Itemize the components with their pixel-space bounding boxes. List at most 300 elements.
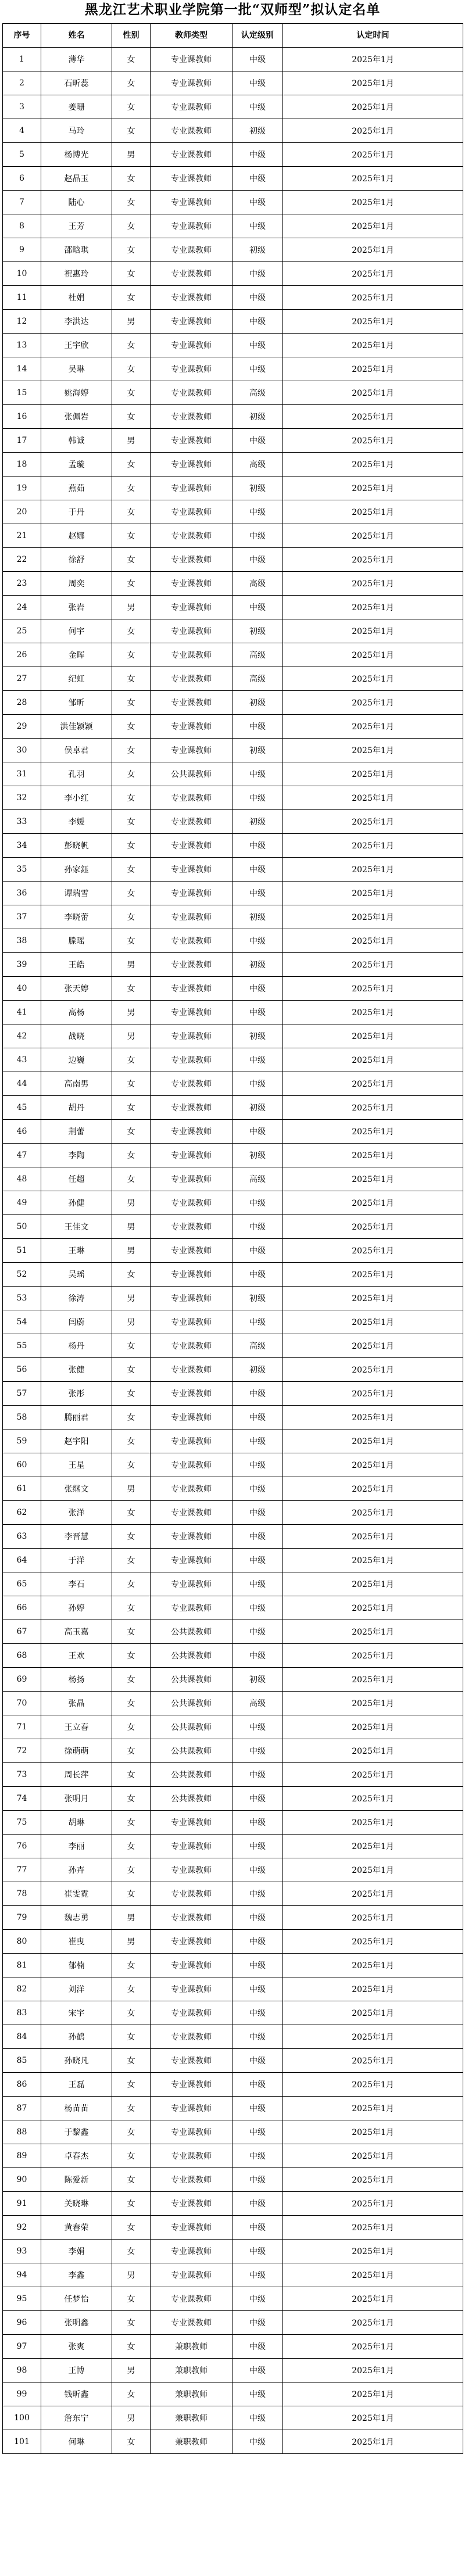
- cell-index: 79: [3, 1906, 41, 1930]
- cell-date: 2025年1月: [283, 2359, 463, 2382]
- cell-teacher-type: 专业课教师: [151, 1525, 233, 1549]
- table-row: [3, 524, 463, 548]
- cell-date: 2025年1月: [283, 596, 463, 619]
- cell-date: 2025年1月: [283, 929, 463, 953]
- cell-gender: 女: [112, 405, 151, 429]
- cell-name: 王博: [41, 2359, 112, 2382]
- table-row: [3, 286, 463, 310]
- table-row: [3, 191, 463, 214]
- cell-gender: 女: [112, 715, 151, 739]
- table-row: [3, 2192, 463, 2216]
- cell-level: 初级: [233, 1096, 283, 1120]
- cell-level: 初级: [233, 405, 283, 429]
- cell-teacher-type: 专业课教师: [151, 1358, 233, 1382]
- cell-index: 5: [3, 143, 41, 167]
- cell-index: 82: [3, 1977, 41, 2001]
- cell-name: 马玲: [41, 119, 112, 143]
- cell-gender: 女: [112, 691, 151, 715]
- cell-index: 11: [3, 286, 41, 310]
- cell-gender: 女: [112, 1596, 151, 1620]
- cell-teacher-type: 专业课教师: [151, 143, 233, 167]
- cell-level: 中级: [233, 357, 283, 381]
- cell-teacher-type: 专业课教师: [151, 1954, 233, 1977]
- cell-teacher-type: 专业课教师: [151, 1191, 233, 1215]
- cell-date: 2025年1月: [283, 1596, 463, 1620]
- cell-date: 2025年1月: [283, 2025, 463, 2049]
- cell-index: 86: [3, 2073, 41, 2097]
- cell-level: 中级: [233, 286, 283, 310]
- cell-gender: 女: [112, 2240, 151, 2263]
- cell-name: 王佳文: [41, 1215, 112, 1239]
- cell-date: 2025年1月: [283, 977, 463, 1001]
- cell-teacher-type: 专业课教师: [151, 1596, 233, 1620]
- cell-index: 61: [3, 1477, 41, 1501]
- cell-level: 中级: [233, 1263, 283, 1287]
- table-row: [3, 1977, 463, 2001]
- table-row: [3, 2049, 463, 2073]
- cell-date: 2025年1月: [283, 1024, 463, 1048]
- cell-name: 关晓琳: [41, 2192, 112, 2216]
- cell-index: 100: [3, 2406, 41, 2430]
- cell-index: 27: [3, 667, 41, 691]
- cell-level: 中级: [233, 2192, 283, 2216]
- cell-teacher-type: 专业课教师: [151, 95, 233, 119]
- cell-name: 吴瑶: [41, 1263, 112, 1287]
- cell-gender: 女: [112, 381, 151, 405]
- cell-level: 初级: [233, 619, 283, 643]
- cell-date: 2025年1月: [283, 71, 463, 95]
- cell-index: 7: [3, 191, 41, 214]
- cell-gender: 女: [112, 2097, 151, 2120]
- cell-date: 2025年1月: [283, 715, 463, 739]
- cell-teacher-type: 专业课教师: [151, 48, 233, 71]
- cell-date: 2025年1月: [283, 1215, 463, 1239]
- table-row: [3, 1167, 463, 1191]
- table-row: [3, 1501, 463, 1525]
- table-row: [3, 1382, 463, 1406]
- cell-teacher-type: 专业课教师: [151, 1453, 233, 1477]
- table-row: [3, 715, 463, 739]
- cell-index: 37: [3, 905, 41, 929]
- cell-date: 2025年1月: [283, 762, 463, 786]
- table-row: [3, 1620, 463, 1644]
- cell-name: 李洪达: [41, 310, 112, 334]
- cell-level: 高级: [233, 1692, 283, 1715]
- cell-gender: 男: [112, 1906, 151, 1930]
- cell-gender: 女: [112, 834, 151, 858]
- cell-index: 33: [3, 810, 41, 834]
- cell-date: 2025年1月: [283, 2073, 463, 2097]
- cell-level: 中级: [233, 95, 283, 119]
- cell-gender: 女: [112, 262, 151, 286]
- cell-level: 初级: [233, 476, 283, 500]
- cell-index: 17: [3, 429, 41, 453]
- cell-name: 于洋: [41, 1549, 112, 1572]
- cell-name: 金晖: [41, 643, 112, 667]
- cell-index: 51: [3, 1239, 41, 1263]
- cell-date: 2025年1月: [283, 2120, 463, 2144]
- cell-date: 2025年1月: [283, 572, 463, 596]
- cell-teacher-type: 专业课教师: [151, 2287, 233, 2311]
- cell-name: 胡丹: [41, 1096, 112, 1120]
- cell-date: 2025年1月: [283, 2240, 463, 2263]
- cell-index: 76: [3, 1835, 41, 1858]
- cell-index: 55: [3, 1334, 41, 1358]
- cell-date: 2025年1月: [283, 2216, 463, 2240]
- cell-teacher-type: 专业课教师: [151, 310, 233, 334]
- cell-name: 洪佳颖颖: [41, 715, 112, 739]
- table-row: [3, 739, 463, 762]
- cell-level: 中级: [233, 1191, 283, 1215]
- cell-date: 2025年1月: [283, 1835, 463, 1858]
- cell-date: 2025年1月: [283, 214, 463, 238]
- cell-level: 中级: [233, 429, 283, 453]
- cell-name: 邹昕: [41, 691, 112, 715]
- cell-teacher-type: 专业课教师: [151, 2263, 233, 2287]
- table-row: [3, 143, 463, 167]
- cell-index: 44: [3, 1072, 41, 1096]
- cell-name: 张天婷: [41, 977, 112, 1001]
- cell-teacher-type: 专业课教师: [151, 1930, 233, 1954]
- cell-gender: 女: [112, 1644, 151, 1668]
- cell-gender: 女: [112, 1144, 151, 1167]
- cell-teacher-type: 专业课教师: [151, 810, 233, 834]
- cell-gender: 女: [112, 1429, 151, 1453]
- cell-level: 中级: [233, 1120, 283, 1144]
- cell-level: 中级: [233, 191, 283, 214]
- cell-gender: 女: [112, 1382, 151, 1406]
- table-row: [3, 453, 463, 476]
- table-row: [3, 2311, 463, 2335]
- cell-teacher-type: 公共课教师: [151, 1644, 233, 1668]
- cell-gender: 女: [112, 95, 151, 119]
- cell-level: 中级: [233, 2025, 283, 2049]
- cell-name: 石昕蕊: [41, 71, 112, 95]
- cell-gender: 男: [112, 1287, 151, 1310]
- cell-name: 孙婷: [41, 1596, 112, 1620]
- cell-date: 2025年1月: [283, 1382, 463, 1406]
- table-row: [3, 1692, 463, 1715]
- cell-level: 中级: [233, 1739, 283, 1763]
- cell-gender: 女: [112, 2144, 151, 2168]
- cell-teacher-type: 专业课教师: [151, 619, 233, 643]
- table-row: [3, 381, 463, 405]
- cell-gender: 女: [112, 810, 151, 834]
- cell-date: 2025年1月: [283, 1287, 463, 1310]
- cell-index: 4: [3, 119, 41, 143]
- cell-name: 崔曳: [41, 1930, 112, 1954]
- table-row: [3, 48, 463, 71]
- cell-name: 李晋慧: [41, 1525, 112, 1549]
- cell-gender: 女: [112, 2025, 151, 2049]
- cell-index: 42: [3, 1024, 41, 1048]
- cell-date: 2025年1月: [283, 1882, 463, 1906]
- cell-name: 王琳: [41, 1239, 112, 1263]
- cell-teacher-type: 专业课教师: [151, 381, 233, 405]
- cell-level: 初级: [233, 1287, 283, 1310]
- cell-level: 中级: [233, 786, 283, 810]
- cell-date: 2025年1月: [283, 1549, 463, 1572]
- cell-level: 中级: [233, 310, 283, 334]
- cell-date: 2025年1月: [283, 1930, 463, 1954]
- cell-name: 张明鑫: [41, 2311, 112, 2335]
- cell-teacher-type: 专业课教师: [151, 2311, 233, 2335]
- cell-gender: 女: [112, 191, 151, 214]
- cell-teacher-type: 专业课教师: [151, 238, 233, 262]
- cell-date: 2025年1月: [283, 1072, 463, 1096]
- cell-name: 李晓蕾: [41, 905, 112, 929]
- cell-gender: 男: [112, 1024, 151, 1048]
- cell-index: 49: [3, 1191, 41, 1215]
- table-row: [3, 1453, 463, 1477]
- cell-gender: 女: [112, 2216, 151, 2240]
- cell-gender: 女: [112, 572, 151, 596]
- cell-date: 2025年1月: [283, 1167, 463, 1191]
- cell-teacher-type: 专业课教师: [151, 572, 233, 596]
- cell-index: 1: [3, 48, 41, 71]
- table-row: [3, 1072, 463, 1096]
- cell-name: 李陶: [41, 1144, 112, 1167]
- cell-gender: 女: [112, 1572, 151, 1596]
- cell-level: 初级: [233, 1144, 283, 1167]
- cell-gender: 男: [112, 2263, 151, 2287]
- cell-level: 中级: [233, 1549, 283, 1572]
- cell-date: 2025年1月: [283, 548, 463, 572]
- column-header-gender: 性别: [112, 24, 151, 48]
- cell-index: 21: [3, 524, 41, 548]
- cell-gender: 女: [112, 214, 151, 238]
- cell-level: 中级: [233, 2359, 283, 2382]
- cell-level: 初级: [233, 810, 283, 834]
- cell-level: 中级: [233, 2120, 283, 2144]
- cell-date: 2025年1月: [283, 1263, 463, 1287]
- cell-name: 高玉嘉: [41, 1620, 112, 1644]
- cell-gender: 女: [112, 882, 151, 905]
- cell-gender: 女: [112, 2001, 151, 2025]
- cell-level: 初级: [233, 238, 283, 262]
- table-row: [3, 1048, 463, 1072]
- cell-date: 2025年1月: [283, 310, 463, 334]
- table-row: [3, 1001, 463, 1024]
- cell-index: 13: [3, 334, 41, 357]
- table-row: [3, 214, 463, 238]
- table-row: [3, 429, 463, 453]
- cell-date: 2025年1月: [283, 1644, 463, 1668]
- cell-gender: 女: [112, 619, 151, 643]
- cell-teacher-type: 兼职教师: [151, 2430, 233, 2454]
- table-row: [3, 262, 463, 286]
- cell-date: 2025年1月: [283, 1739, 463, 1763]
- cell-teacher-type: 专业课教师: [151, 1001, 233, 1024]
- table-row: [3, 1930, 463, 1954]
- cell-level: 中级: [233, 143, 283, 167]
- cell-date: 2025年1月: [283, 1429, 463, 1453]
- cell-name: 杨扬: [41, 1668, 112, 1692]
- cell-level: 中级: [233, 71, 283, 95]
- cell-index: 91: [3, 2192, 41, 2216]
- table-header-row: [3, 24, 463, 48]
- cell-date: 2025年1月: [283, 405, 463, 429]
- table-row: [3, 2001, 463, 2025]
- cell-level: 中级: [233, 1882, 283, 1906]
- cell-teacher-type: 专业课教师: [151, 643, 233, 667]
- cell-index: 24: [3, 596, 41, 619]
- cell-index: 53: [3, 1287, 41, 1310]
- table-row: [3, 167, 463, 191]
- cell-name: 纪虹: [41, 667, 112, 691]
- table-row: [3, 310, 463, 334]
- table-row: [3, 1525, 463, 1549]
- cell-name: 战晓: [41, 1024, 112, 1048]
- cell-name: 孙健: [41, 1191, 112, 1215]
- cell-name: 何琳: [41, 2430, 112, 2454]
- cell-name: 杜娟: [41, 286, 112, 310]
- cell-index: 89: [3, 2144, 41, 2168]
- cell-date: 2025年1月: [283, 1620, 463, 1644]
- cell-name: 张岩: [41, 596, 112, 619]
- cell-index: 77: [3, 1858, 41, 1882]
- cell-date: 2025年1月: [283, 119, 463, 143]
- cell-level: 中级: [233, 524, 283, 548]
- cell-date: 2025年1月: [283, 882, 463, 905]
- cell-name: 任超: [41, 1167, 112, 1191]
- cell-name: 赵娜: [41, 524, 112, 548]
- cell-teacher-type: 专业课教师: [151, 2001, 233, 2025]
- table-row: [3, 1882, 463, 1906]
- table-row: [3, 2240, 463, 2263]
- table-row: [3, 1406, 463, 1429]
- cell-index: 20: [3, 500, 41, 524]
- cell-name: 杨苗苗: [41, 2097, 112, 2120]
- cell-gender: 女: [112, 1977, 151, 2001]
- cell-teacher-type: 专业课教师: [151, 119, 233, 143]
- cell-gender: 女: [112, 1882, 151, 1906]
- cell-teacher-type: 专业课教师: [151, 739, 233, 762]
- table-row: [3, 1763, 463, 1787]
- cell-index: 72: [3, 1739, 41, 1763]
- table-row: [3, 2168, 463, 2192]
- cell-level: 中级: [233, 1215, 283, 1239]
- cell-gender: 女: [112, 786, 151, 810]
- cell-gender: 女: [112, 667, 151, 691]
- table-row: [3, 1787, 463, 1811]
- cell-name: 何宇: [41, 619, 112, 643]
- cell-gender: 男: [112, 596, 151, 619]
- cell-date: 2025年1月: [283, 2406, 463, 2430]
- cell-level: 中级: [233, 548, 283, 572]
- cell-date: 2025年1月: [283, 476, 463, 500]
- cell-level: 初级: [233, 1668, 283, 1692]
- cell-teacher-type: 专业课教师: [151, 2049, 233, 2073]
- cell-gender: 女: [112, 1525, 151, 1549]
- cell-level: 中级: [233, 977, 283, 1001]
- cell-index: 88: [3, 2120, 41, 2144]
- cell-gender: 女: [112, 500, 151, 524]
- cell-teacher-type: 兼职教师: [151, 2359, 233, 2382]
- cell-teacher-type: 专业课教师: [151, 1501, 233, 1525]
- cell-index: 58: [3, 1406, 41, 1429]
- cell-index: 98: [3, 2359, 41, 2382]
- cell-teacher-type: 专业课教师: [151, 1024, 233, 1048]
- cell-date: 2025年1月: [283, 1763, 463, 1787]
- cell-date: 2025年1月: [283, 2287, 463, 2311]
- cell-name: 闫蔚: [41, 1310, 112, 1334]
- cell-level: 高级: [233, 643, 283, 667]
- cell-date: 2025年1月: [283, 2168, 463, 2192]
- cell-index: 60: [3, 1453, 41, 1477]
- cell-level: 初级: [233, 905, 283, 929]
- table-row: [3, 357, 463, 381]
- table-row: [3, 1024, 463, 1048]
- cell-date: 2025年1月: [283, 1501, 463, 1525]
- cell-index: 23: [3, 572, 41, 596]
- cell-name: 王皓: [41, 953, 112, 977]
- cell-date: 2025年1月: [283, 1453, 463, 1477]
- cell-index: 84: [3, 2025, 41, 2049]
- page-title: 黑龙江艺术职业学院第一批“双师型”拟认定名单: [84, 2, 381, 17]
- cell-index: 85: [3, 2049, 41, 2073]
- cell-teacher-type: 专业课教师: [151, 1120, 233, 1144]
- cell-index: 99: [3, 2382, 41, 2406]
- cell-name: 荆蕾: [41, 1120, 112, 1144]
- cell-level: 中级: [233, 596, 283, 619]
- cell-date: 2025年1月: [283, 1239, 463, 1263]
- cell-gender: 男: [112, 1310, 151, 1334]
- cell-gender: 女: [112, 1787, 151, 1811]
- table-row: [3, 1549, 463, 1572]
- cell-level: 中级: [233, 2311, 283, 2335]
- cell-level: 中级: [233, 858, 283, 882]
- table-row: [3, 1739, 463, 1763]
- cell-level: 中级: [233, 1406, 283, 1429]
- cell-level: 初级: [233, 953, 283, 977]
- cell-gender: 女: [112, 905, 151, 929]
- cell-teacher-type: 专业课教师: [151, 548, 233, 572]
- cell-gender: 女: [112, 2168, 151, 2192]
- cell-teacher-type: 专业课教师: [151, 405, 233, 429]
- cell-date: 2025年1月: [283, 48, 463, 71]
- cell-date: 2025年1月: [283, 1144, 463, 1167]
- cell-level: 中级: [233, 1644, 283, 1668]
- cell-date: 2025年1月: [283, 1096, 463, 1120]
- cell-date: 2025年1月: [283, 191, 463, 214]
- cell-level: 中级: [233, 2240, 283, 2263]
- cell-teacher-type: 专业课教师: [151, 786, 233, 810]
- cell-name: 高杨: [41, 1001, 112, 1024]
- cell-date: 2025年1月: [283, 357, 463, 381]
- cell-teacher-type: 公共课教师: [151, 1739, 233, 1763]
- cell-date: 2025年1月: [283, 1334, 463, 1358]
- table-row: [3, 1858, 463, 1882]
- table-row: [3, 2263, 463, 2287]
- cell-index: 22: [3, 548, 41, 572]
- cell-index: 9: [3, 238, 41, 262]
- cell-teacher-type: 专业课教师: [151, 1572, 233, 1596]
- cell-index: 34: [3, 834, 41, 858]
- cell-teacher-type: 专业课教师: [151, 524, 233, 548]
- cell-gender: 女: [112, 1406, 151, 1429]
- cell-date: 2025年1月: [283, 1906, 463, 1930]
- table-row: [3, 2120, 463, 2144]
- cell-date: 2025年1月: [283, 1954, 463, 1977]
- cell-index: 45: [3, 1096, 41, 1120]
- cell-index: 52: [3, 1263, 41, 1287]
- table-row: [3, 548, 463, 572]
- cell-name: 崔雯霓: [41, 1882, 112, 1906]
- cell-name: 孙鹤: [41, 2025, 112, 2049]
- cell-gender: 女: [112, 1501, 151, 1525]
- cell-date: 2025年1月: [283, 1048, 463, 1072]
